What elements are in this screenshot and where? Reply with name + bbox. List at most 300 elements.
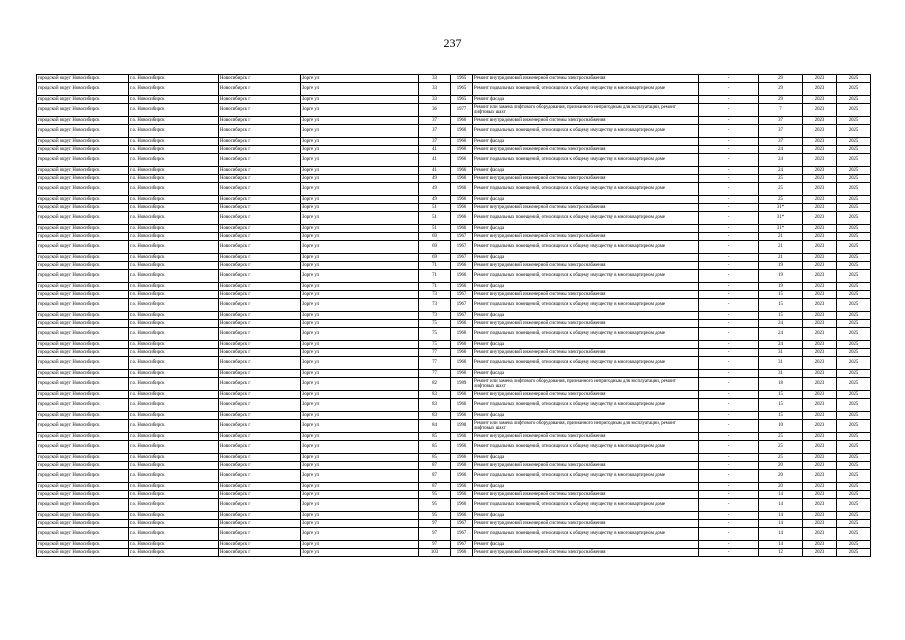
dash-cell: - [699,528,759,541]
street-cell: Зорге ул [301,378,419,391]
table-body [37,75,871,557]
table-row [37,499,871,512]
house-number-cell: 49 [419,183,451,196]
street-cell: Зорге ул [301,175,419,183]
street-cell: Зорге ул [301,233,419,241]
year-from-cell: 2023 [803,541,837,549]
city-district-cell: г.о. Новосибирск [129,512,219,520]
city-district-cell: г.о. Новосибирск [129,146,219,154]
table-row [37,491,871,499]
dash-cell: - [699,378,759,391]
amount-cell: 31* [759,225,803,233]
city-district-cell: г.о. Новосибирск [129,483,219,491]
city-district-cell: г.о. Новосибирск [129,117,219,125]
year-to-cell: 2025 [837,117,871,125]
year-to-cell: 2025 [837,470,871,483]
city-cell: Новосибирск г [219,441,301,454]
year-from-cell: 2023 [803,75,837,83]
house-number-cell: 87 [419,462,451,470]
build-year-cell: 1967 [451,241,473,254]
work-type-cell: Ремонт внутридомовой инженерной системы электроснабжения [473,75,699,83]
city-cell: Новосибирск г [219,312,301,320]
work-type-cell: Ремонт подвальных помещений, относящихся к общему имуществу в многоквартирном доме [473,299,699,312]
amount-cell: 31 [759,370,803,378]
build-year-cell: 1966 [451,433,473,441]
house-number-cell: 87 [419,470,451,483]
city-cell: Новосибирск г [219,146,301,154]
work-type-cell: Ремонт подвальных помещений, относящихся к общему имуществу в многоквартирном доме [473,357,699,370]
amount-cell: 37 [759,125,803,138]
amount-cell: 18 [759,378,803,391]
amount-cell: 29 [759,75,803,83]
year-from-cell: 2023 [803,378,837,391]
work-type-cell: Ремонт подвальных помещений, относящихся к общему имуществу в многоквартирном доме [473,528,699,541]
amount-cell: 20 [759,483,803,491]
build-year-cell: 1966 [451,357,473,370]
work-type-cell: Ремонт подвальных помещений, относящихся к общему имуществу в многоквартирном доме [473,183,699,196]
house-number-cell: 77 [419,370,451,378]
year-to-cell: 2025 [837,341,871,349]
city-cell: Новосибирск г [219,204,301,212]
municipality-cell: городской округ Новосибирск [37,454,129,462]
build-year-cell: 1966 [451,328,473,341]
street-cell: Зорге ул [301,270,419,283]
year-to-cell: 2025 [837,462,871,470]
house-number-cell: 77 [419,357,451,370]
municipality-cell: городской округ Новосибирск [37,549,129,557]
build-year-cell: 1965 [451,96,473,104]
house-number-cell: 51 [419,212,451,225]
amount-cell: 15 [759,391,803,399]
dash-cell: - [699,138,759,146]
year-from-cell: 2023 [803,117,837,125]
table-row [37,520,871,528]
dash-cell: - [699,391,759,399]
city-cell: Новосибирск г [219,96,301,104]
year-from-cell: 2023 [803,491,837,499]
city-cell: Новосибирск г [219,483,301,491]
dash-cell: - [699,470,759,483]
table-row [37,462,871,470]
year-from-cell: 2023 [803,125,837,138]
table-row [37,483,871,491]
city-district-cell: г.о. Новосибирск [129,291,219,299]
municipality-cell: городской округ Новосибирск [37,462,129,470]
street-cell: Зорге ул [301,125,419,138]
city-district-cell: г.о. Новосибирск [129,549,219,557]
municipality-cell: городской округ Новосибирск [37,420,129,433]
amount-cell: 19 [759,283,803,291]
work-type-cell: Ремонт внутридомовой инженерной системы электроснабжения [473,491,699,499]
city-district-cell: г.о. Новосибирск [129,233,219,241]
amount-cell: 7 [759,104,803,117]
amount-cell: 25 [759,433,803,441]
city-district-cell: г.о. Новосибирск [129,357,219,370]
house-number-cell: 75 [419,328,451,341]
house-number-cell: 85 [419,454,451,462]
dash-cell: - [699,154,759,167]
amount-cell: 24 [759,146,803,154]
amount-cell: 24 [759,341,803,349]
street-cell: Зорге ул [301,146,419,154]
city-cell: Новосибирск г [219,378,301,391]
street-cell: Зорге ул [301,412,419,420]
municipality-cell: городской округ Новосибирск [37,349,129,357]
year-to-cell: 2025 [837,420,871,433]
year-from-cell: 2023 [803,312,837,320]
year-from-cell: 2023 [803,454,837,462]
build-year-cell: 1966 [451,320,473,328]
build-year-cell: 1966 [451,262,473,270]
street-cell: Зорге ул [301,512,419,520]
table-row [37,549,871,557]
year-to-cell: 2025 [837,391,871,399]
table-row [37,512,871,520]
house-number-cell: 33 [419,96,451,104]
year-from-cell: 2023 [803,433,837,441]
year-from-cell: 2023 [803,357,837,370]
table-row [37,283,871,291]
year-from-cell: 2023 [803,270,837,283]
table-row [37,291,871,299]
house-number-cell: 37 [419,117,451,125]
year-from-cell: 2023 [803,212,837,225]
table-row [37,470,871,483]
city-district-cell: г.о. Новосибирск [129,441,219,454]
build-year-cell: 1966 [451,512,473,520]
city-cell: Новосибирск г [219,499,301,512]
dash-cell: - [699,117,759,125]
city-cell: Новосибирск г [219,270,301,283]
work-type-cell: Ремонт подвальных помещений, относящихся к общему имуществу в многоквартирном доме [473,470,699,483]
amount-cell: 31* [759,212,803,225]
year-to-cell: 2025 [837,370,871,378]
work-type-cell: Ремонт фасада [473,196,699,204]
work-type-cell: Ремонт фасада [473,283,699,291]
dash-cell: - [699,320,759,328]
work-type-cell: Ремонт внутридомовой инженерной системы электроснабжения [473,433,699,441]
build-year-cell: 1965 [451,75,473,83]
year-to-cell: 2025 [837,196,871,204]
amount-cell: 29 [759,96,803,104]
year-from-cell: 2023 [803,412,837,420]
municipality-cell: городской округ Новосибирск [37,299,129,312]
house-number-cell: 97 [419,520,451,528]
dash-cell: - [699,75,759,83]
year-from-cell: 2023 [803,328,837,341]
house-number-cell: 41 [419,154,451,167]
house-number-cell: 37 [419,138,451,146]
table-row [37,328,871,341]
street-cell: Зорге ул [301,470,419,483]
house-number-cell: 51 [419,225,451,233]
city-cell: Новосибирск г [219,83,301,96]
table-row [37,146,871,154]
house-number-cell: 95 [419,499,451,512]
build-year-cell: 1966 [451,412,473,420]
amount-cell: 21 [759,241,803,254]
municipality-cell: городской округ Новосибирск [37,312,129,320]
city-district-cell: г.о. Новосибирск [129,299,219,312]
street-cell: Зорге ул [301,75,419,83]
municipality-cell: городской округ Новосибирск [37,433,129,441]
year-to-cell: 2025 [837,499,871,512]
work-type-cell: Ремонт внутридомовой инженерной системы электроснабжения [473,233,699,241]
city-district-cell: г.о. Новосибирск [129,183,219,196]
dash-cell: - [699,204,759,212]
dash-cell: - [699,328,759,341]
street-cell: Зорге ул [301,541,419,549]
table-row [37,441,871,454]
municipality-cell: городской округ Новосибирск [37,328,129,341]
work-type-cell: Ремонт фасада [473,225,699,233]
municipality-cell: городской округ Новосибирск [37,212,129,225]
street-cell: Зорге ул [301,262,419,270]
build-year-cell: 1966 [451,175,473,183]
work-type-cell: Ремонт фасада [473,138,699,146]
street-cell: Зорге ул [301,370,419,378]
street-cell: Зорге ул [301,483,419,491]
street-cell: Зорге ул [301,462,419,470]
table-row [37,299,871,312]
year-from-cell: 2023 [803,291,837,299]
dash-cell: - [699,83,759,96]
work-type-cell: Ремонт или замена лифтового оборудования, признанного непригодным для эксплуатации, ремонт лифтовых шахт [473,104,699,117]
build-year-cell: 1966 [451,341,473,349]
year-from-cell: 2023 [803,167,837,175]
amount-cell: 15 [759,412,803,420]
amount-cell: 31* [759,204,803,212]
street-cell: Зорге ул [301,433,419,441]
table-row [37,167,871,175]
city-cell: Новосибирск г [219,254,301,262]
dash-cell: - [699,433,759,441]
table-row [37,541,871,549]
house-number-cell: 95 [419,491,451,499]
street-cell: Зорге ул [301,117,419,125]
city-district-cell: г.о. Новосибирск [129,270,219,283]
city-cell: Новосибирск г [219,391,301,399]
dash-cell: - [699,104,759,117]
year-to-cell: 2025 [837,75,871,83]
municipality-cell: городской округ Новосибирск [37,512,129,520]
city-cell: Новосибирск г [219,328,301,341]
city-district-cell: г.о. Новосибирск [129,312,219,320]
dash-cell: - [699,420,759,433]
municipality-cell: городской округ Новосибирск [37,138,129,146]
capital-repair-table [36,74,871,557]
house-number-cell: 83 [419,412,451,420]
table-row [37,357,871,370]
build-year-cell: 1966 [451,212,473,225]
street-cell: Зорге ул [301,196,419,204]
house-number-cell: 73 [419,299,451,312]
year-to-cell: 2025 [837,441,871,454]
house-number-cell: 37 [419,125,451,138]
year-to-cell: 2025 [837,483,871,491]
year-from-cell: 2023 [803,154,837,167]
house-number-cell: 41 [419,146,451,154]
city-cell: Новосибирск г [219,412,301,420]
work-type-cell: Ремонт внутридомовой инженерной системы электроснабжения [473,349,699,357]
municipality-cell: городской округ Новосибирск [37,117,129,125]
city-cell: Новосибирск г [219,491,301,499]
build-year-cell: 1966 [451,283,473,291]
work-type-cell: Ремонт внутридомовой инженерной системы электроснабжения [473,146,699,154]
table-row [37,254,871,262]
work-type-cell: Ремонт фасада [473,370,699,378]
house-number-cell: 83 [419,399,451,412]
municipality-cell: городской округ Новосибирск [37,125,129,138]
build-year-cell: 1967 [451,254,473,262]
year-to-cell: 2025 [837,399,871,412]
street-cell: Зорге ул [301,399,419,412]
street-cell: Зорге ул [301,341,419,349]
municipality-cell: городской округ Новосибирск [37,491,129,499]
amount-cell: 25 [759,454,803,462]
municipality-cell: городской округ Новосибирск [37,262,129,270]
street-cell: Зорге ул [301,225,419,233]
build-year-cell: 1966 [451,117,473,125]
street-cell: Зорге ул [301,204,419,212]
municipality-cell: городской округ Новосибирск [37,483,129,491]
amount-cell: 14 [759,520,803,528]
build-year-cell: 1966 [451,470,473,483]
house-number-cell: 41 [419,167,451,175]
table-row [37,262,871,270]
year-from-cell: 2023 [803,183,837,196]
amount-cell: 10 [759,420,803,433]
street-cell: Зорге ул [301,420,419,433]
city-cell: Новосибирск г [219,138,301,146]
work-type-cell: Ремонт подвальных помещений, относящихся к общему имуществу в многоквартирном доме [473,399,699,412]
city-cell: Новосибирск г [219,283,301,291]
year-to-cell: 2025 [837,520,871,528]
city-district-cell: г.о. Новосибирск [129,262,219,270]
work-type-cell: Ремонт подвальных помещений, относящихся к общему имуществу в многоквартирном доме [473,499,699,512]
build-year-cell: 1966 [451,462,473,470]
city-district-cell: г.о. Новосибирск [129,378,219,391]
year-from-cell: 2023 [803,499,837,512]
build-year-cell: 1966 [451,549,473,557]
amount-cell: 12 [759,549,803,557]
city-district-cell: г.о. Новосибирск [129,491,219,499]
house-number-cell: 69 [419,241,451,254]
dash-cell: - [699,254,759,262]
street-cell: Зорге ул [301,549,419,557]
year-from-cell: 2023 [803,138,837,146]
house-number-cell: 73 [419,291,451,299]
house-number-cell: 97 [419,528,451,541]
year-to-cell: 2025 [837,320,871,328]
street-cell: Зорге ул [301,167,419,175]
house-number-cell: 83 [419,391,451,399]
build-year-cell: 1966 [451,391,473,399]
city-district-cell: г.о. Новосибирск [129,470,219,483]
year-to-cell: 2025 [837,225,871,233]
amount-cell: 37 [759,138,803,146]
city-district-cell: г.о. Новосибирск [129,83,219,96]
dash-cell: - [699,549,759,557]
city-district-cell: г.о. Новосибирск [129,454,219,462]
dash-cell: - [699,462,759,470]
city-cell: Новосибирск г [219,225,301,233]
year-to-cell: 2025 [837,270,871,283]
municipality-cell: городской округ Новосибирск [37,175,129,183]
year-to-cell: 2025 [837,175,871,183]
house-number-cell: 75 [419,320,451,328]
street-cell: Зорге ул [301,291,419,299]
year-from-cell: 2023 [803,483,837,491]
municipality-cell: городской округ Новосибирск [37,196,129,204]
amount-cell: 24 [759,328,803,341]
house-number-cell: 71 [419,270,451,283]
year-from-cell: 2023 [803,320,837,328]
dash-cell: - [699,491,759,499]
work-type-cell: Ремонт внутридомовой инженерной системы электроснабжения [473,549,699,557]
work-type-cell: Ремонт фасада [473,254,699,262]
table-row [37,370,871,378]
table-row [37,75,871,83]
table-row [37,399,871,412]
table-row [37,104,871,117]
house-number-cell: 75 [419,341,451,349]
dash-cell: - [699,499,759,512]
year-from-cell: 2023 [803,104,837,117]
build-year-cell: 1966 [451,441,473,454]
city-district-cell: г.о. Новосибирск [129,328,219,341]
municipality-cell: городской округ Новосибирск [37,399,129,412]
year-to-cell: 2025 [837,183,871,196]
amount-cell: 29 [759,83,803,96]
house-number-cell: 69 [419,254,451,262]
street-cell: Зорге ул [301,441,419,454]
dash-cell: - [699,146,759,154]
table-row [37,528,871,541]
municipality-cell: городской округ Новосибирск [37,357,129,370]
street-cell: Зорге ул [301,357,419,370]
city-cell: Новосибирск г [219,520,301,528]
city-district-cell: г.о. Новосибирск [129,175,219,183]
dash-cell: - [699,454,759,462]
year-from-cell: 2023 [803,370,837,378]
house-number-cell: 71 [419,283,451,291]
city-district-cell: г.о. Новосибирск [129,75,219,83]
municipality-cell: городской округ Новосибирск [37,83,129,96]
city-cell: Новосибирск г [219,433,301,441]
year-to-cell: 2025 [837,291,871,299]
table-row [37,117,871,125]
year-to-cell: 2025 [837,125,871,138]
house-number-cell: 51 [419,204,451,212]
amount-cell: 24 [759,167,803,175]
build-year-cell: 1966 [451,125,473,138]
year-from-cell: 2023 [803,146,837,154]
street-cell: Зорге ул [301,183,419,196]
work-type-cell: Ремонт подвальных помещений, относящихся к общему имуществу в многоквартирном доме [473,154,699,167]
work-type-cell: Ремонт фасада [473,312,699,320]
year-to-cell: 2025 [837,154,871,167]
house-number-cell: 73 [419,312,451,320]
city-district-cell: г.о. Новосибирск [129,204,219,212]
city-cell: Новосибирск г [219,167,301,175]
house-number-cell: 33 [419,83,451,96]
work-type-cell: Ремонт подвальных помещений, относящихся к общему имуществу в многоквартирном доме [473,83,699,96]
city-cell: Новосибирск г [219,262,301,270]
year-to-cell: 2025 [837,549,871,557]
year-from-cell: 2023 [803,441,837,454]
municipality-cell: городской округ Новосибирск [37,270,129,283]
